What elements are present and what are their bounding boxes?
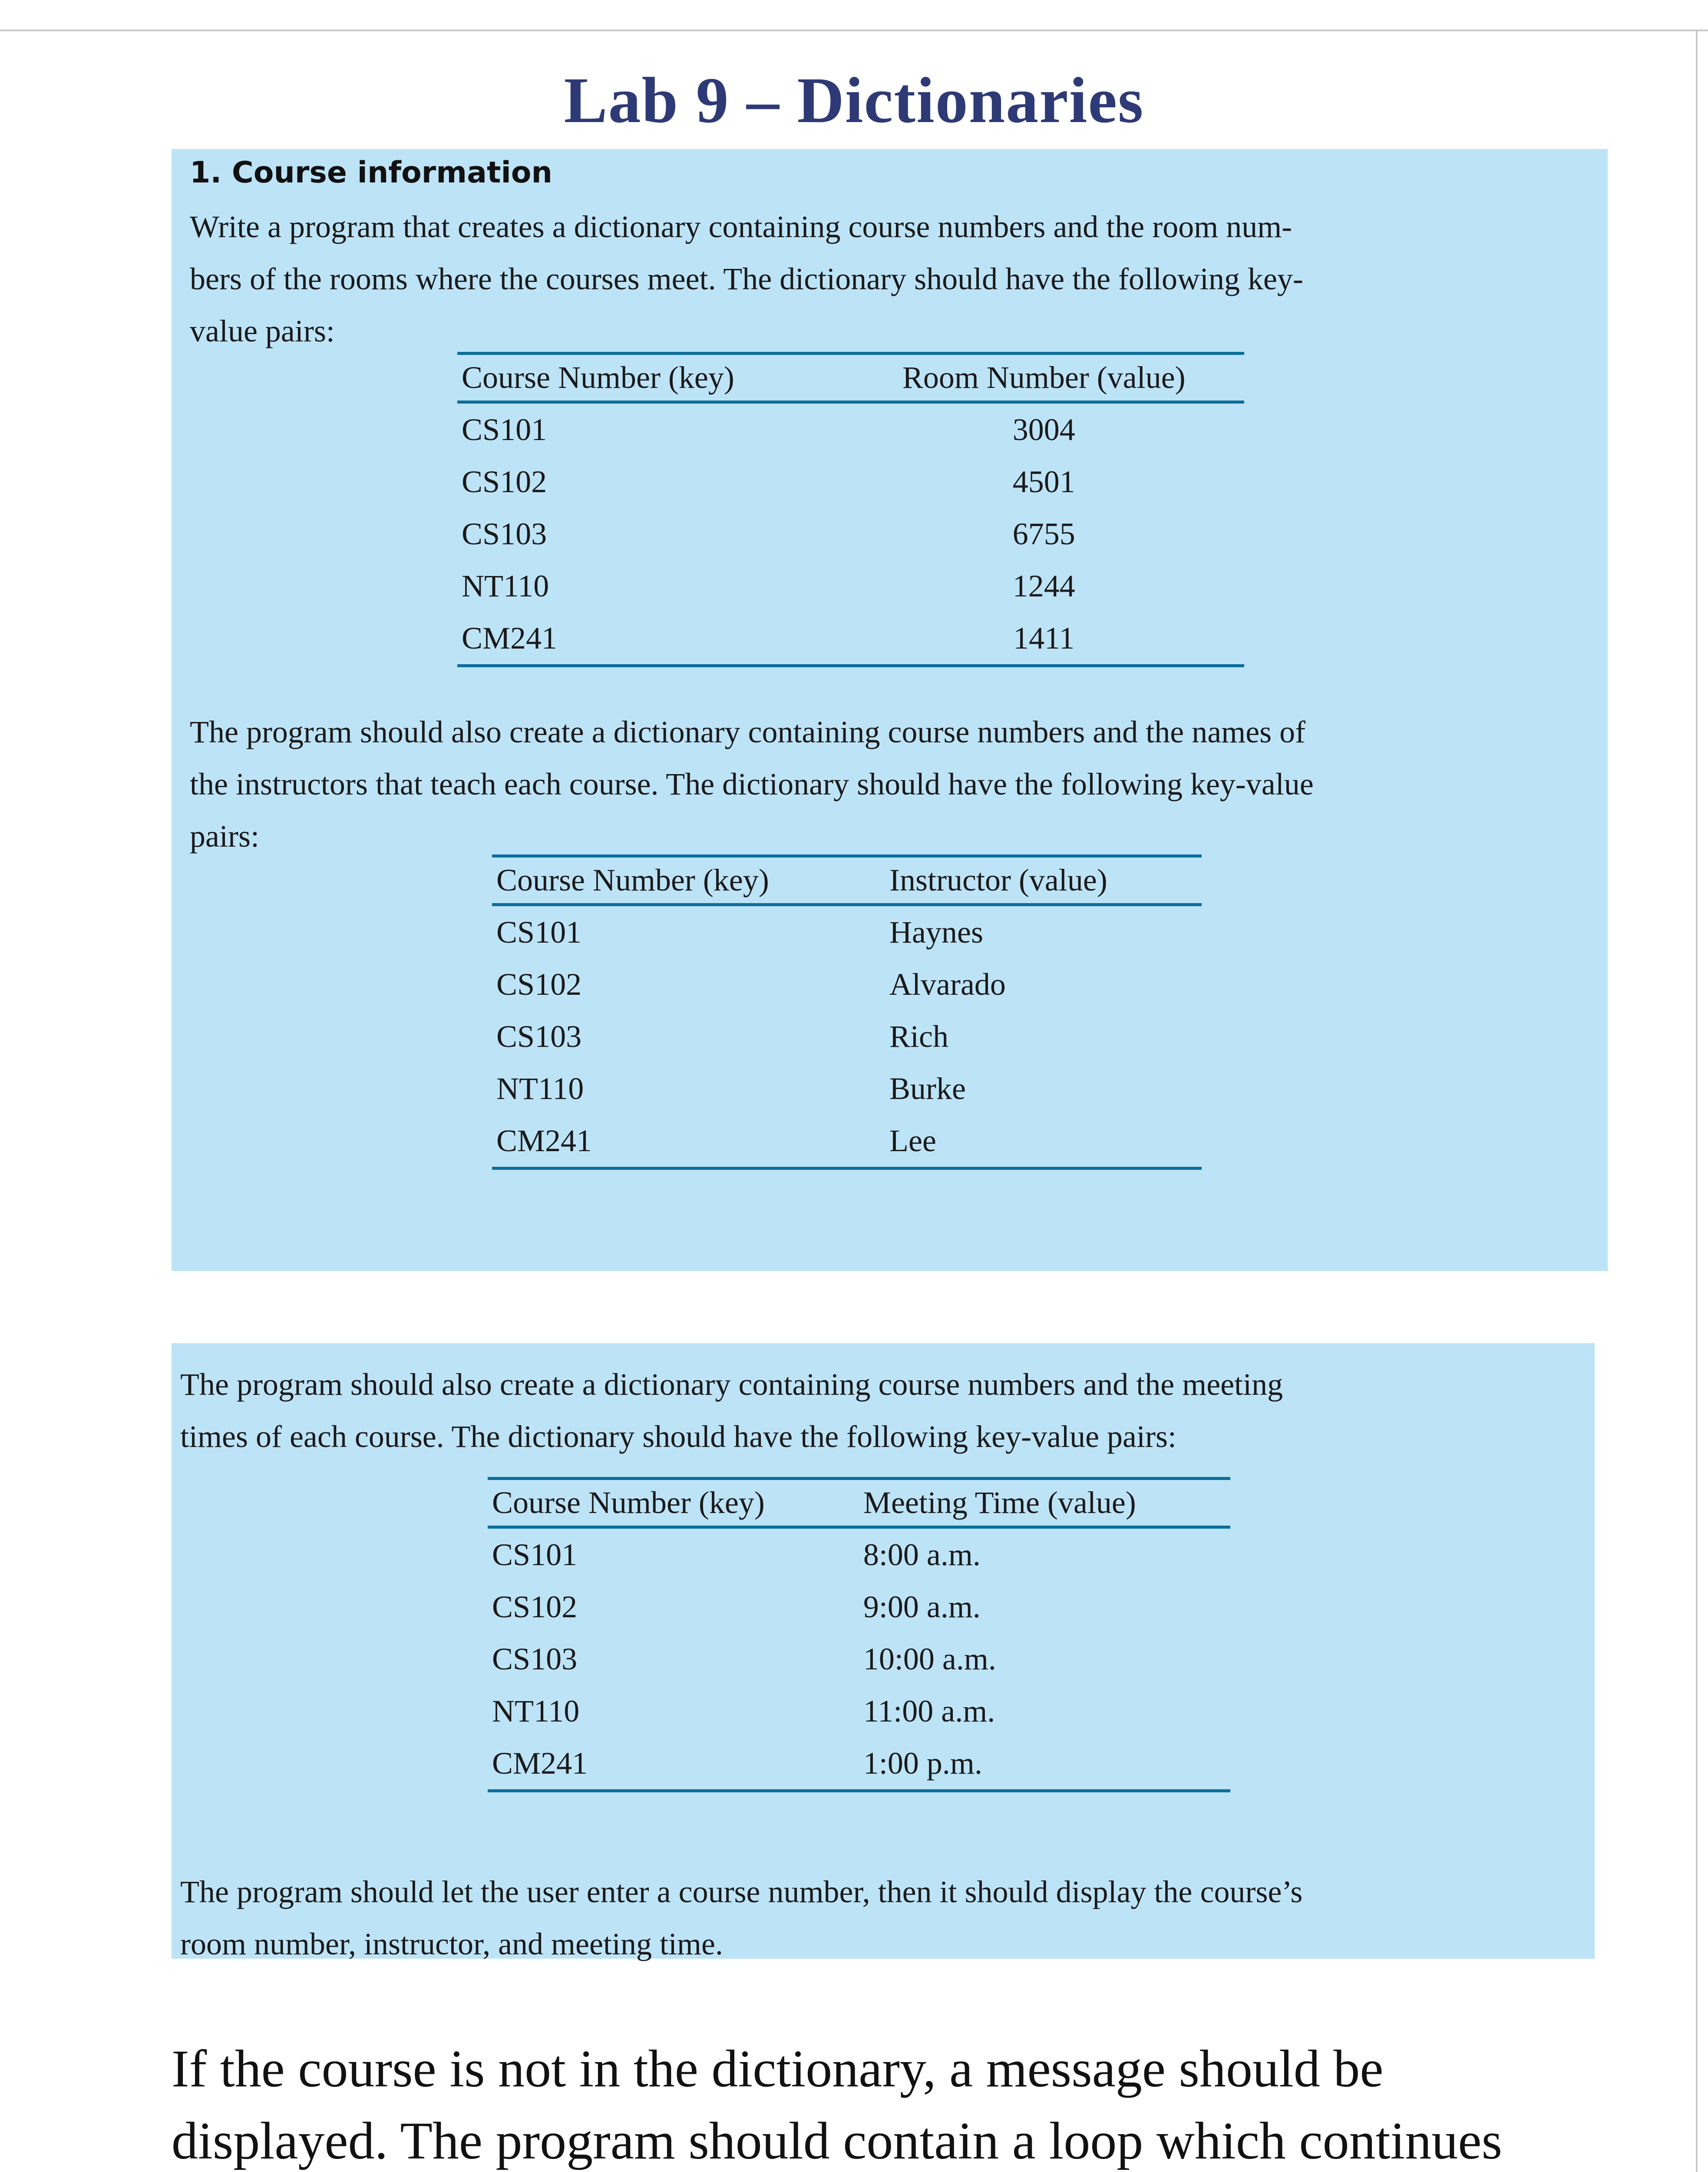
- table-header-row: [457, 354, 1244, 402]
- course-cell: CS101: [492, 1537, 578, 1572]
- right-border-line: [1696, 30, 1698, 2172]
- course-cell: NT110: [462, 568, 549, 603]
- column-header: Course Number (key): [462, 360, 734, 395]
- course-cell: CS102: [462, 464, 547, 499]
- rooms-intro: [190, 201, 1303, 357]
- times-outro-line: The program should let the user enter a course number, then it should display the course’s: [180, 1874, 1303, 1909]
- course-cell: CS102: [496, 967, 582, 1002]
- table-row: [488, 1633, 1230, 1685]
- rooms-intro-line: bers of the rooms where the courses meet. The dictionary should have the following key-: [190, 262, 1303, 296]
- extra-requirement: [172, 2033, 1502, 2172]
- course-cell: NT110: [492, 1693, 580, 1728]
- section-heading: 1. Course information: [190, 156, 552, 190]
- course-cell: CM241: [492, 1745, 588, 1781]
- instructor-cell: Haynes: [889, 914, 983, 950]
- instructors-intro-line: pairs:: [190, 819, 259, 854]
- course-cell: CS103: [492, 1641, 578, 1676]
- table-row: [457, 456, 1244, 508]
- instructor-cell: Lee: [889, 1123, 936, 1158]
- table-row: [492, 1063, 1202, 1115]
- room-cell: 6755: [1012, 516, 1075, 551]
- course-cell: CS101: [496, 914, 582, 950]
- room-cell: 1244: [1012, 568, 1075, 603]
- instructor-cell: Rich: [889, 1019, 949, 1054]
- times-outro: [180, 1866, 1302, 1970]
- course-cell: CS103: [462, 516, 547, 551]
- table-header-row: [488, 1479, 1230, 1527]
- instructor-cell: Burke: [889, 1071, 966, 1106]
- time-cell: 11:00 a.m.: [863, 1693, 995, 1728]
- time-cell: 1:00 p.m.: [863, 1745, 982, 1781]
- course-cell: CM241: [462, 620, 558, 656]
- course-cell: NT110: [496, 1071, 584, 1106]
- table-row: [457, 508, 1244, 560]
- course-cell: CM241: [496, 1123, 592, 1158]
- column-header: Room Number (value): [902, 360, 1186, 395]
- times-table: [488, 1477, 1230, 1792]
- course-cell: CS103: [496, 1019, 582, 1054]
- table-row: [492, 1115, 1202, 1169]
- room-cell: 4501: [1012, 464, 1075, 499]
- table-row: [488, 1737, 1230, 1791]
- table-row: [488, 1527, 1230, 1581]
- time-cell: 10:00 a.m.: [863, 1641, 996, 1676]
- column-header: Course Number (key): [492, 1485, 765, 1520]
- course-cell: CS102: [492, 1589, 578, 1624]
- column-header: Course Number (key): [496, 863, 769, 897]
- room-cell: 1411: [1013, 620, 1075, 656]
- table-row: [457, 560, 1244, 612]
- time-cell: 8:00 a.m.: [863, 1537, 981, 1572]
- times-intro: [180, 1358, 1283, 1463]
- table-row: [457, 402, 1244, 456]
- rooms-intro-line: Write a program that creates a dictionary containing course numbers and the room num-: [190, 209, 1292, 244]
- table-row: [488, 1685, 1230, 1737]
- time-cell: 9:00 a.m.: [863, 1589, 981, 1624]
- course-cell: CS101: [462, 412, 547, 447]
- column-header: Instructor (value): [889, 863, 1107, 897]
- table-row: [457, 612, 1244, 666]
- top-border-line: [0, 30, 1708, 31]
- times-intro-line: times of each course. The dictionary should have the following key-value pairs:: [180, 1419, 1176, 1454]
- requirement-line: If the course is not in the dictionary, a message should be: [172, 2040, 1384, 2098]
- column-header: Meeting Time (value): [863, 1485, 1136, 1520]
- times-outro-line: room number, instructor, and meeting time.: [180, 1927, 723, 1961]
- page-title: Lab 9 – Dictionaries: [564, 64, 1144, 136]
- table-row: [492, 958, 1202, 1010]
- table-row: [492, 905, 1202, 959]
- rooms-intro-line: value pairs:: [190, 314, 335, 348]
- instructor-cell: Alvarado: [889, 967, 1006, 1002]
- requirement-line: displayed. The program should contain a loop which continues: [172, 2112, 1503, 2170]
- instructors-intro-line: the instructors that teach each course. The dictionary should have the following key-value: [190, 767, 1314, 801]
- instructors-intro-line: The program should also create a dictionary containing course numbers and the names of: [190, 715, 1306, 749]
- times-intro-line: The program should also create a dictionary containing course numbers and the meeting: [180, 1367, 1283, 1402]
- table-row: [488, 1581, 1230, 1633]
- room-cell: 3004: [1012, 412, 1075, 447]
- table-header-row: [492, 856, 1202, 905]
- instructors-table: [492, 854, 1202, 1170]
- rooms-table: [457, 352, 1244, 667]
- instructors-intro: [190, 706, 1314, 862]
- table-row: [492, 1010, 1202, 1063]
